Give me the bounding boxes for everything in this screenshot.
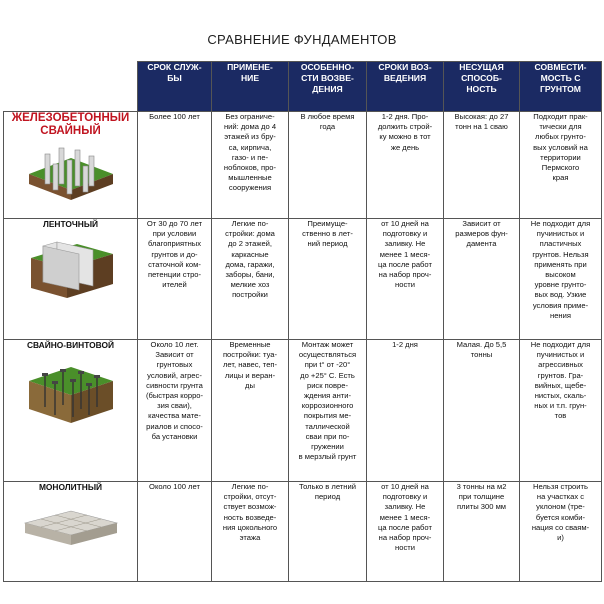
table-row — [4, 219, 602, 340]
foundation-name: СВАЙНО-ВИНТОВОЙ — [26, 340, 114, 350]
features-cell: Преимуще- ственно в лет- ний период — [289, 219, 367, 340]
bearing-capacity-cell: 3 тонны на м2 при толщине плиты 300 мм — [444, 482, 520, 582]
soil-compatibility-cell: Подходит прак- тически для любых грунто- вых условий на территории Пермского края — [520, 112, 602, 219]
construction-time-cell: 1-2 дня. Про- должить строй- ку можно в тот же день — [367, 112, 444, 219]
screw-pile-foundation-illustration — [23, 357, 119, 427]
features-cell: Монтаж может осуществляться при t° от -20° до +25° С. Есть риск повре- ждения анти- коррозионного покрытия ме- таллической сваи при по- гружении в мерзлый грунт — [289, 340, 367, 482]
application-cell: Легкие по- стройки: дома до 2 этажей, каркасные дома, гаражи, заборы, бани, мелкие хоз постройки — [212, 219, 289, 340]
construction-time-cell: 1-2 дня — [367, 340, 444, 482]
features-cell: Только в летний период — [289, 482, 367, 582]
features-cell: В любое время года — [289, 112, 367, 219]
comparison-table — [3, 61, 602, 582]
construction-time-cell: от 10 дней на подготовку и заливку. Не менее 1 меся- ца после работ на набор проч- ности — [367, 219, 444, 340]
monolithic-slab-illustration — [21, 499, 121, 549]
table-row — [4, 340, 602, 482]
table-row — [4, 112, 602, 219]
service-life-cell: Около 100 лет — [138, 482, 212, 582]
header-bearing-capacity: НЕСУЩАЯ СПОСОБ- НОСТЬ — [444, 62, 520, 112]
header-service-life: СРОК СЛУЖ- БЫ — [138, 62, 212, 112]
soil-compatibility-cell: Не подходит для пучинистых и пластичных грунтов. Нельзя применять при высоком уровне грунто- вых вод. Узкие условия приме- нения — [520, 219, 602, 340]
strip-foundation-illustration — [23, 236, 119, 302]
foundation-name-cell — [4, 219, 138, 340]
construction-time-cell: от 10 дней на подготовку и заливку. Не менее 1 меся- ца после работ на набор проч- ности — [367, 482, 444, 582]
header-soil-compatibility: СОВМЕСТИ- МОСТЬ С ГРУНТОМ — [520, 62, 602, 112]
soil-compatibility-cell: Нельзя строить на участках с уклоном (тре- буется комби- нация со сваям- и) — [520, 482, 602, 582]
service-life-cell: От 30 до 70 лет при условии благоприятных грунтов и до- статочной ком- петенции стро- ителей — [138, 219, 212, 340]
service-life-cell: Около 10 лет. Зависит от грунтовых условий, агрес- сивности грунта (быстрая корро- зия сваи), качества мате- риалов и спосо- ба установки — [138, 340, 212, 482]
header-construction-features: ОСОБЕННО- СТИ ВОЗВЕ- ДЕНИЯ — [289, 62, 367, 112]
page-title: СРАВНЕНИЕ ФУНДАМЕНТОВ — [207, 32, 397, 47]
foundation-name-cell — [4, 340, 138, 482]
application-cell: Легкие по- стройки, отсут- ствует возмож- ность возведе- ния цокольного этажа — [212, 482, 289, 582]
header-corner — [4, 62, 138, 112]
bearing-capacity-cell: Высокая: до 27 тонн на 1 сваю — [444, 112, 520, 219]
header-row — [4, 62, 602, 112]
foundation-name-cell — [4, 112, 138, 219]
pile-foundation-illustration — [23, 144, 119, 202]
service-life-cell: Более 100 лет — [138, 112, 212, 219]
bearing-capacity-cell: Малая. До 5,5 тонны — [444, 340, 520, 482]
foundation-name-cell — [4, 482, 138, 582]
bearing-capacity-cell: Зависит от размеров фун- дамента — [444, 219, 520, 340]
header-construction-time: СРОКИ ВОЗ- ВЕДЕНИЯ — [367, 62, 444, 112]
header-application: ПРИМЕНЕ- НИЕ — [212, 62, 289, 112]
foundation-name: МОНОЛИТНЫЙ — [38, 482, 103, 492]
application-cell: Временные постройки: туа- лет, навес, теп- лицы и веран- ды — [212, 340, 289, 482]
soil-compatibility-cell: Не подходит для пучинистых и агрессивных грунтов. Гра- вийных, щебе- нистых, скаль- ных и т.п. грун- тов — [520, 340, 602, 482]
table-row — [4, 482, 602, 582]
foundation-name: ЖЕЛЕЗОБЕТОННЫЙ СВАЙНЫЙ — [11, 112, 130, 137]
application-cell: Без ограниче- ний: дома до 4 этажей из бру- са, кирпича, газо- и пе- ноблоков, про- мышленные сооружения — [212, 112, 289, 219]
foundation-name: ЛЕНТОЧНЫЙ — [42, 219, 99, 229]
